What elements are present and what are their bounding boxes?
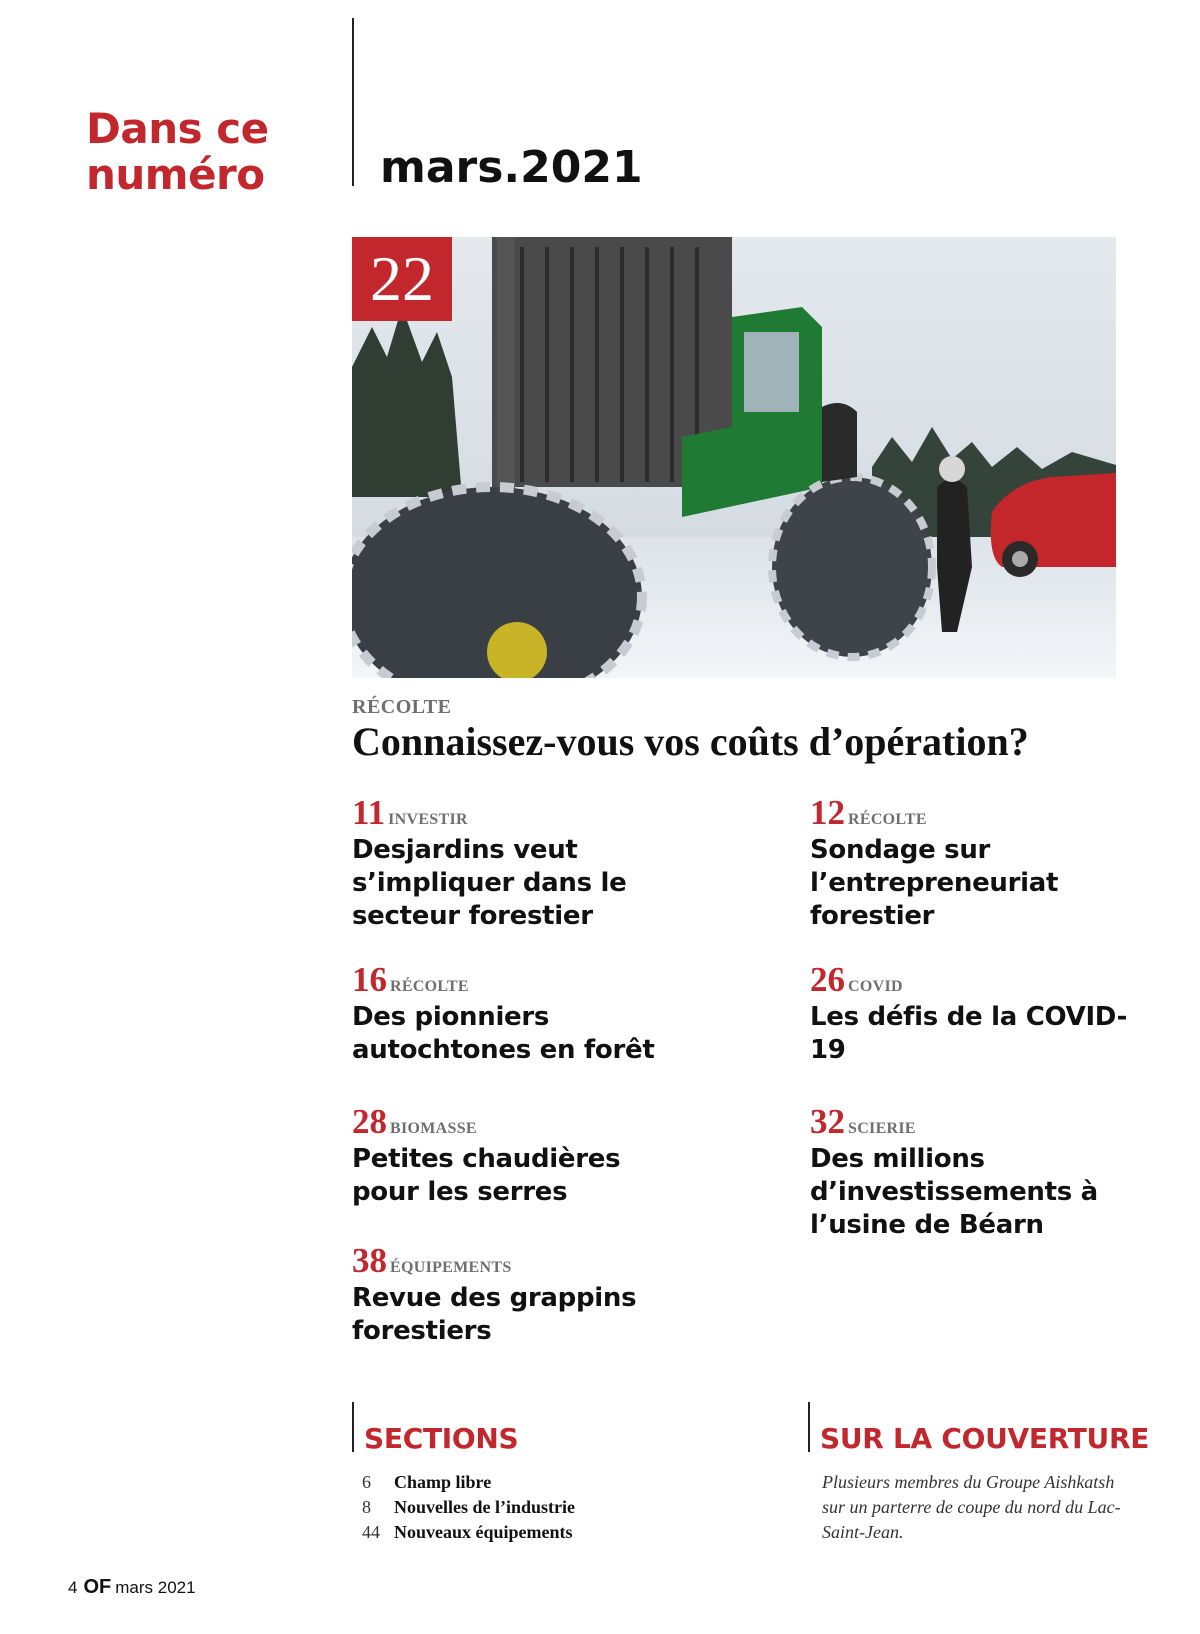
article-page-number: 12	[810, 793, 845, 832]
section-page-number: 6	[362, 1472, 371, 1492]
sections-divider	[352, 1402, 354, 1452]
article-page-number: 11	[352, 793, 386, 832]
section-name: Nouveaux équipements	[394, 1522, 573, 1542]
cover-divider	[808, 1402, 810, 1452]
article-item[interactable]	[810, 793, 1140, 933]
article-item[interactable]	[810, 1102, 1140, 1242]
article-category: COVID	[848, 978, 903, 995]
article-category: ÉQUIPEMENTS	[390, 1259, 512, 1276]
article-title: Revue des grappins forestiers	[352, 1283, 637, 1346]
article-page-number: 26	[810, 960, 845, 999]
article-item[interactable]	[352, 1241, 682, 1348]
article-category: BIOMASSE	[390, 1120, 477, 1137]
article-title: Petites chaudières pour les serres	[352, 1144, 621, 1207]
article-page-number: 32	[810, 1102, 845, 1141]
section-name: Nouvelles de l’industrie	[394, 1497, 576, 1517]
feature-category: RÉCOLTE	[352, 696, 452, 718]
article-item[interactable]	[352, 1102, 682, 1209]
article-title: Desjardins veut s’impliquer dans le secteur forestier	[352, 835, 627, 931]
article-title: Les défis de la COVID-19	[810, 1002, 1128, 1065]
section-item[interactable]	[362, 1495, 575, 1520]
feature-page-number: 22	[352, 237, 452, 321]
section-item[interactable]	[362, 1520, 575, 1545]
sections-list	[362, 1470, 575, 1545]
header-divider	[352, 18, 354, 186]
article-item[interactable]	[352, 960, 682, 1067]
article-category: SCIERIE	[848, 1120, 916, 1137]
cover-caption: Plusieurs membres du Groupe Aishkatsh sur un parterre de coupe du nord du Lac-Saint-Jean.	[822, 1472, 1121, 1542]
article-page-number: 38	[352, 1241, 387, 1280]
article-page-number: 28	[352, 1102, 387, 1141]
article-category: RÉCOLTE	[848, 811, 927, 828]
article-category: INVESTIR	[388, 811, 468, 828]
article-item[interactable]	[352, 793, 682, 933]
article-category: RÉCOLTE	[390, 978, 469, 995]
section-item[interactable]	[362, 1470, 575, 1495]
feature-title[interactable]: Connaissez-vous vos coûts d’opération?	[352, 719, 1029, 764]
forestry-forwarder-photo	[352, 237, 1116, 678]
sections-heading: SECTIONS	[364, 1422, 519, 1455]
feature-photo[interactable]	[352, 237, 1116, 678]
issue-date: mars.2021	[380, 142, 643, 193]
footer-brand: OF	[83, 1576, 112, 1598]
article-title: Des pionniers autochtones en forêt	[352, 1002, 655, 1065]
article-item[interactable]	[810, 960, 1140, 1067]
footer-page-number: 4	[68, 1578, 78, 1597]
cover-heading: SUR LA COUVERTURE	[820, 1422, 1150, 1455]
footer-issue: mars 2021	[115, 1578, 196, 1597]
article-page-number: 16	[352, 960, 387, 999]
article-title: Sondage sur l’entrepreneuriat forestier	[810, 835, 1059, 931]
section-name: Champ libre	[394, 1472, 492, 1492]
section-page-number: 44	[362, 1522, 380, 1542]
article-title: Des millions d’investissements à l’usine de Béarn	[810, 1144, 1098, 1240]
section-page-number: 8	[362, 1497, 371, 1517]
page-footer	[68, 1576, 196, 1599]
issue-title: Dans ce numéro	[86, 104, 269, 199]
